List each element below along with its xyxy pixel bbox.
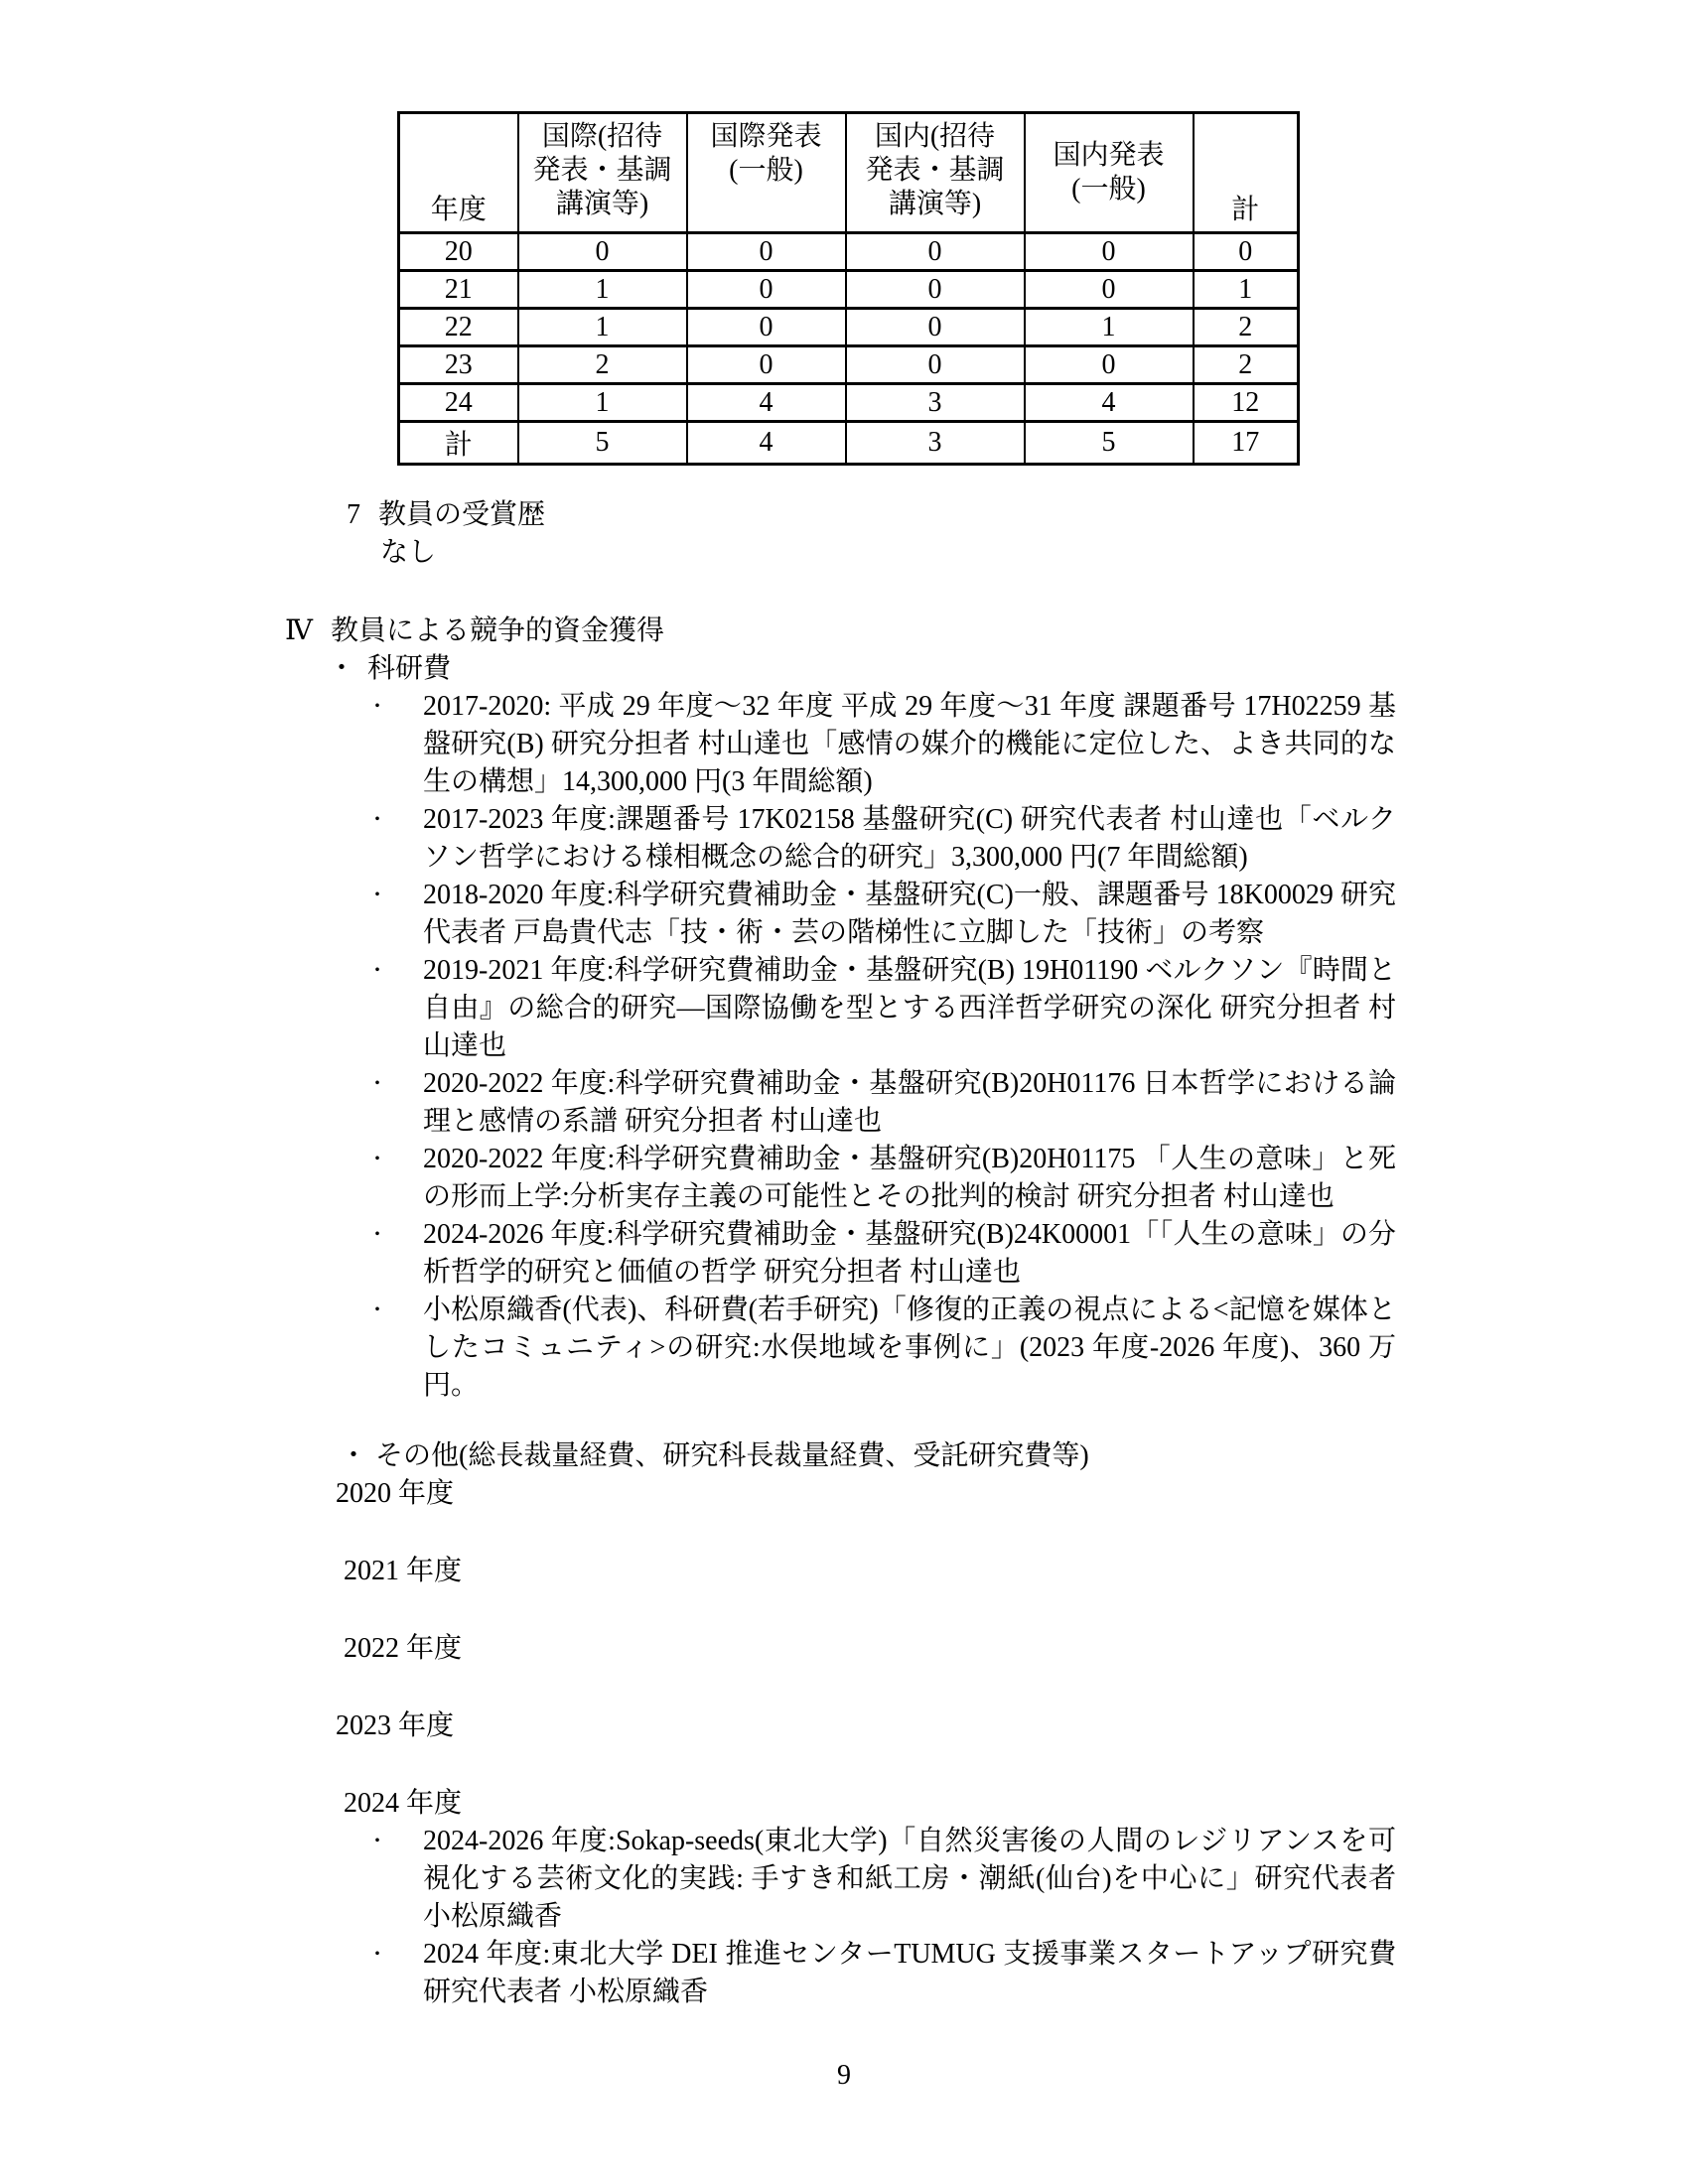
cell-value: 0 — [1025, 233, 1194, 271]
table-row — [399, 233, 1299, 271]
col-header-domestic-general — [1025, 113, 1194, 233]
list-item — [365, 1065, 1396, 1141]
cell-value: 2 — [518, 346, 687, 384]
other-2024-list — [365, 1823, 1396, 2011]
funding-section-title: 教員による競争的資金獲得 — [330, 615, 664, 646]
cell-value: 2 — [1194, 309, 1299, 346]
row-label: 23 — [399, 346, 518, 384]
awards-heading-title: 教員の受賞歴 — [378, 499, 546, 530]
cell-value: 0 — [687, 233, 846, 271]
col-header-intl-general — [687, 113, 846, 233]
col-header-text: 発表・基調 — [532, 155, 672, 186]
list-item-text: 2017-2020: 平成 29 年度～32 年度 平成 29 年度～31 年度 課題番号 17H02259 基盤研究(B) 研究分担者 村山達也「感情の媒介的機能に定位した、よき共同的な生の構想」14,300,000 円(3 年間総額) — [423, 691, 1396, 797]
col-header-text: 国内(招待 — [874, 121, 996, 152]
row-label: 20 — [399, 233, 518, 271]
cell-value: 4 — [687, 384, 846, 422]
presentations-table — [397, 111, 1300, 466]
cell-value: 3 — [846, 384, 1025, 422]
bullet-icon: ・ — [367, 960, 387, 982]
list-item — [365, 688, 1396, 801]
list-item-text: 2024 年度:東北大学 DEI 推進センターTUMUG 支援事業スタートアップ研究費 研究代表者 小松原織香 — [423, 1939, 1396, 2007]
list-item — [365, 1823, 1396, 1936]
year-heading-2023: 2023 年度 — [336, 1710, 455, 1741]
cell-value: 1 — [518, 384, 687, 422]
list-item-text: 2017-2023 年度:課題番号 17K02158 基盤研究(C) 研究代表者 村山達也「ベルクソン哲学における様相概念の総合的研究」3,300,000 円(7 年間総額) — [423, 804, 1396, 873]
cell-value: 0 — [846, 271, 1025, 309]
row-label: 計 — [399, 422, 518, 465]
col-header-text: (一般) — [1071, 174, 1146, 205]
awards-heading — [347, 496, 545, 534]
cell-value: 1 — [1025, 309, 1194, 346]
bullet-icon: ・ — [340, 1440, 368, 1471]
list-item-text: 小松原織香(代表)、科研費(若手研究)「修復的正義の視点による<記憶を媒体としたコミュニティ>の研究:水俣地域を事例に」(2023 年度-2026 年度)、360 万円。 — [423, 1295, 1396, 1401]
bullet-icon: ・ — [367, 1224, 387, 1246]
cell-value: 5 — [518, 422, 687, 465]
row-label: 21 — [399, 271, 518, 309]
col-header-text: (一般) — [729, 155, 803, 186]
col-header-text: 計 — [1231, 195, 1260, 225]
cell-value: 5 — [1025, 422, 1194, 465]
other-label: その他(総長裁量経費、研究科長裁量経費、受託研究費等) — [375, 1440, 1089, 1471]
list-item-text: 2024-2026 年度:科学研究費補助金・基盤研究(B)24K00001「「人生の意味」の分析哲学的研究と価値の哲学 研究分担者 村山達也 — [423, 1219, 1396, 1288]
bullet-icon: ・ — [367, 885, 387, 906]
kakenhi-heading — [328, 650, 451, 688]
awards-heading-number: 7 — [347, 499, 360, 530]
list-item-text: 2020-2022 年度:科学研究費補助金・基盤研究(B)20H01175 「人生の意味」と死の形而上学:分析実存主義の可能性とその批判的検討 研究分担者 村山達也 — [423, 1144, 1396, 1212]
cell-value: 1 — [1194, 271, 1299, 309]
cell-value: 0 — [846, 233, 1025, 271]
row-label: 24 — [399, 384, 518, 422]
col-header-domestic-invited — [846, 113, 1025, 233]
table-row — [399, 346, 1299, 384]
row-label: 22 — [399, 309, 518, 346]
cell-value: 0 — [846, 346, 1025, 384]
cell-value: 0 — [1194, 233, 1299, 271]
cell-value: 0 — [687, 271, 846, 309]
list-item — [365, 1216, 1396, 1292]
table-row — [399, 384, 1299, 422]
cell-value: 3 — [846, 422, 1025, 465]
cell-value: 1 — [518, 271, 687, 309]
cell-value: 4 — [1025, 384, 1194, 422]
cell-value: 2 — [1194, 346, 1299, 384]
cell-value: 0 — [846, 309, 1025, 346]
col-header-text: 講演等) — [555, 189, 649, 219]
table-row — [399, 271, 1299, 309]
col-header-text: 発表・基調 — [865, 155, 1005, 186]
bullet-icon: ・ — [367, 1299, 387, 1321]
awards-body: なし — [380, 537, 437, 568]
cell-value: 17 — [1194, 422, 1299, 465]
list-item — [365, 1936, 1396, 2011]
year-heading-2024: 2024 年度 — [344, 1788, 463, 1819]
cell-value: 12 — [1194, 384, 1299, 422]
bullet-icon: ・ — [367, 696, 387, 718]
cell-value: 4 — [687, 422, 846, 465]
funding-section-heading — [285, 613, 664, 650]
table-row-total — [399, 422, 1299, 465]
list-item-text: 2024-2026 年度:Sokap-seeds(東北大学)「自然災害後の人間のレジリアンスを可視化する芸術文化的実践: 手すき和紙工房・潮紙(仙台)を中心に」研究代表者 小松原織香 — [423, 1826, 1396, 1932]
list-item — [365, 1292, 1396, 1405]
bullet-icon: ・ — [367, 1831, 387, 1852]
bullet-icon: ・ — [328, 653, 356, 684]
table-header-row — [399, 113, 1299, 233]
list-item — [365, 801, 1396, 877]
list-item — [365, 877, 1396, 952]
col-header-text: 年度 — [430, 195, 487, 225]
funding-section-number: Ⅳ — [285, 615, 313, 646]
other-heading — [340, 1437, 1089, 1475]
cell-value: 0 — [518, 233, 687, 271]
col-header-text: 講演等) — [888, 189, 982, 219]
table-row — [399, 309, 1299, 346]
cell-value: 0 — [1025, 271, 1194, 309]
list-item-text: 2018-2020 年度:科学研究費補助金・基盤研究(C)一般、課題番号 18K00029 研究代表者 戸島貴代志「技・術・芸の階梯性に立脚した「技術」の考察 — [423, 880, 1396, 948]
list-item — [365, 952, 1396, 1065]
col-header-text: 国際(招待 — [541, 121, 663, 152]
col-header-text: 国内発表 — [1053, 140, 1165, 171]
bullet-icon: ・ — [367, 1944, 387, 1966]
cell-value: 0 — [687, 346, 846, 384]
cell-value: 1 — [518, 309, 687, 346]
year-heading-2021: 2021 年度 — [344, 1556, 463, 1586]
list-item-text: 2020-2022 年度:科学研究費補助金・基盤研究(B)20H01176 日本哲学における論理と感情の系譜 研究分担者 村山達也 — [423, 1068, 1396, 1137]
cell-value: 0 — [1025, 346, 1194, 384]
bullet-icon: ・ — [367, 809, 387, 831]
list-item-text: 2019-2021 年度:科学研究費補助金・基盤研究(B) 19H01190 ベルクソン『時間と自由』の総合的研究―国際協働を型とする西洋哲学研究の深化 研究分担者 村山達也 — [423, 955, 1396, 1061]
kakenhi-list — [365, 688, 1396, 1405]
col-header-total — [1194, 113, 1299, 233]
bullet-icon: ・ — [367, 1149, 387, 1170]
bullet-icon: ・ — [367, 1073, 387, 1095]
col-header-intl-invited — [518, 113, 687, 233]
col-header-text: 国際発表 — [710, 121, 822, 152]
year-heading-2020: 2020 年度 — [336, 1478, 455, 1509]
year-heading-2022: 2022 年度 — [344, 1633, 463, 1664]
col-header-year — [399, 113, 518, 233]
cell-value: 0 — [687, 309, 846, 346]
list-item — [365, 1141, 1396, 1216]
kakenhi-label: 科研費 — [367, 653, 452, 684]
page-number: 9 — [837, 2060, 851, 2091]
